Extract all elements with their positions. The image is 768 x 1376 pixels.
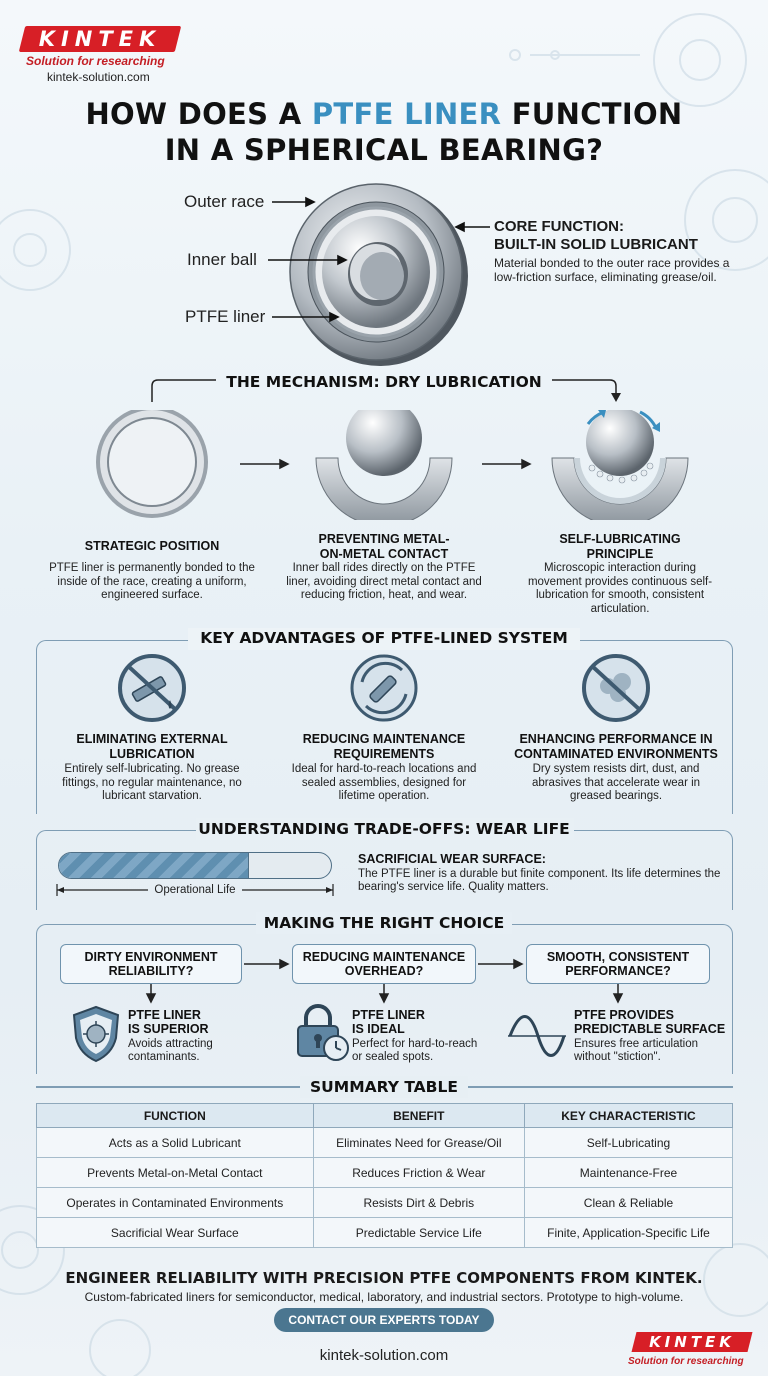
- advantage-3-title: ENHANCING PERFORMANCE IN CONTAMINATED ENVIRONMENTS: [514, 732, 718, 761]
- advantage-1-title: ELIMINATING EXTERNAL LUBRICATION: [76, 732, 228, 761]
- choice-heading: MAKING THE RIGHT CHOICE: [263, 914, 505, 932]
- answer-1-body: Avoids attracting contaminants.: [128, 1038, 213, 1063]
- answer-2-body: Perfect for hard-to-reach or sealed spots.: [352, 1038, 478, 1063]
- answer-2-line-2: IS IDEAL: [352, 1022, 405, 1036]
- advantage-2-title: REDUCING MAINTENANCE REQUIREMENTS: [302, 732, 466, 761]
- mechanism-bracket: [0, 0, 768, 420]
- label-inner-ball: Inner ball: [187, 250, 257, 269]
- step-1-title: STRATEGIC POSITION: [84, 539, 220, 553]
- label-outer-race: Outer race: [184, 192, 265, 211]
- footer-url[interactable]: kintek-solution.com: [319, 1347, 449, 1364]
- padlock-clock-icon: [292, 1002, 352, 1064]
- table-cell: Resists Dirt & Debris: [313, 1188, 524, 1218]
- label-ptfe-liner: PTFE liner: [185, 307, 266, 326]
- answer-1-line-2: IS SUPERIOR: [128, 1022, 209, 1036]
- summary-table: [36, 1103, 733, 1248]
- summary-col-benefit: BENEFIT: [313, 1104, 524, 1128]
- cta-body: Custom-fabricated liners for semiconductor, medical, laboratory, and industrial sectors. Prototype to high-volume.: [84, 1290, 684, 1304]
- answer-1-line-1: PTFE LINER: [128, 1008, 201, 1022]
- table-row: [37, 1128, 733, 1158]
- shield-germ-icon: [70, 1004, 122, 1064]
- table-cell: Self-Lubricating: [524, 1128, 732, 1158]
- table-cell: Predictable Service Life: [313, 1218, 524, 1248]
- footer-tagline: Solution for researching: [628, 1356, 744, 1367]
- answer-3-body: Ensures free articulation without "stiction".: [574, 1038, 699, 1063]
- sacrificial-surface-body: The PTFE liner is a durable but finite component. Its life determines the bearing's service life. Quality matters.: [358, 868, 721, 893]
- advantages-heading: KEY ADVANTAGES OF PTFE-LINED SYSTEM: [200, 629, 568, 647]
- answer-3-line-2: PREDICTABLE SURFACE: [574, 1022, 726, 1036]
- answer-3-line-1: PTFE PROVIDES: [574, 1008, 675, 1022]
- advantage-2-body: Ideal for hard-to-reach locations and sealed assemblies, designed for lifetime operation.: [291, 763, 477, 802]
- operational-life-label: Operational Life: [154, 884, 236, 896]
- table-row: [37, 1158, 733, 1188]
- core-function-body: Material bonded to the outer race provides a low-friction surface, eliminating grease/oil.: [494, 256, 730, 284]
- tradeoffs-heading: UNDERSTANDING TRADE-OFFS: WEAR LIFE: [198, 820, 570, 838]
- wear-life-bar: [58, 852, 332, 879]
- step-3-title: SELF-LUBRICATING PRINCIPLE: [559, 532, 681, 561]
- title-post: FUNCTION: [501, 97, 683, 131]
- contact-experts-button[interactable]: CONTACT OUR EXPERTS TODAY: [274, 1308, 494, 1332]
- answer-2-line-1: PTFE LINER: [352, 1008, 425, 1022]
- brand-logo-text: KINTEK: [38, 27, 162, 51]
- cta-heading: ENGINEER RELIABILITY WITH PRECISION PTFE COMPONENTS FROM KINTEK.: [65, 1269, 703, 1287]
- step-3-body: Microscopic interaction during movement provides continuous self-lubrication for smooth, consistent articulation.: [527, 562, 713, 615]
- advantage-icons: [0, 652, 768, 732]
- table-row: [37, 1218, 733, 1248]
- table-cell: Clean & Reliable: [524, 1188, 732, 1218]
- table-cell: Eliminates Need for Grease/Oil: [313, 1128, 524, 1158]
- summary-col-function: FUNCTION: [37, 1104, 314, 1128]
- sine-wave-icon: [506, 1014, 568, 1058]
- title-pre: HOW DOES A: [85, 97, 312, 131]
- table-cell: Acts as a Solid Lubricant: [37, 1128, 314, 1158]
- step-2-body: Inner ball rides directly on the PTFE liner, avoiding direct metal contact and reducing friction, heat, and wear.: [286, 562, 482, 601]
- question-reducing-maintenance: REDUCING MAINTENANCE OVERHEAD?: [292, 944, 476, 984]
- table-row: [37, 1188, 733, 1218]
- table-cell: Prevents Metal-on-Metal Contact: [37, 1158, 314, 1188]
- footer-logo-text: KINTEK: [649, 1333, 735, 1351]
- mechanism-illustrations: [0, 410, 768, 520]
- step-2-title: PREVENTING METAL-ON-METAL CONTACT: [318, 532, 450, 561]
- core-heading-line-1: CORE FUNCTION:: [494, 218, 624, 235]
- advantage-1-body: Entirely self-lubricating. No grease fittings, no regular maintenance, no lubricant starvation.: [62, 763, 242, 802]
- wear-life-fill: [59, 853, 249, 878]
- table-cell: Operates in Contaminated Environments: [37, 1188, 314, 1218]
- sacrificial-surface-title: SACRIFICIAL WEAR SURFACE:: [358, 852, 546, 866]
- brand-url[interactable]: kintek-solution.com: [47, 70, 150, 84]
- choice-arrows: [0, 940, 768, 1010]
- answer-1-title: [128, 1008, 209, 1036]
- brand-tagline: Solution for researching: [26, 54, 165, 68]
- mechanism-heading: THE MECHANISM: DRY LUBRICATION: [226, 373, 542, 391]
- summary-col-characteristic: KEY CHARACTERISTIC: [524, 1104, 732, 1128]
- title-line-2: IN A SPHERICAL BEARING?: [164, 133, 604, 167]
- table-cell: Finite, Application-Specific Life: [524, 1218, 732, 1248]
- answer-2-title: [352, 1008, 425, 1036]
- table-cell: Maintenance-Free: [524, 1158, 732, 1188]
- table-cell: Sacrificial Wear Surface: [37, 1218, 314, 1248]
- advantage-3-body: Dry system resists dirt, dust, and abrasives that accelerate wear in greased bearings.: [531, 763, 701, 802]
- answer-3-title: [574, 1008, 725, 1036]
- step-1-body: PTFE liner is permanently bonded to the inside of the race, creating a uniform, engineered surface.: [49, 562, 255, 601]
- title-highlight: PTFE LINER: [311, 97, 502, 131]
- table-cell: Reduces Friction & Wear: [313, 1158, 524, 1188]
- summary-heading: SUMMARY TABLE: [310, 1078, 458, 1096]
- core-heading-line-2: BUILT-IN SOLID LUBRICANT: [494, 236, 698, 253]
- question-dirty-environment: DIRTY ENVIRONMENT RELIABILITY?: [60, 944, 242, 984]
- wrench-cycle-icon: [352, 656, 416, 720]
- question-smooth-performance: SMOOTH, CONSISTENT PERFORMANCE?: [526, 944, 710, 984]
